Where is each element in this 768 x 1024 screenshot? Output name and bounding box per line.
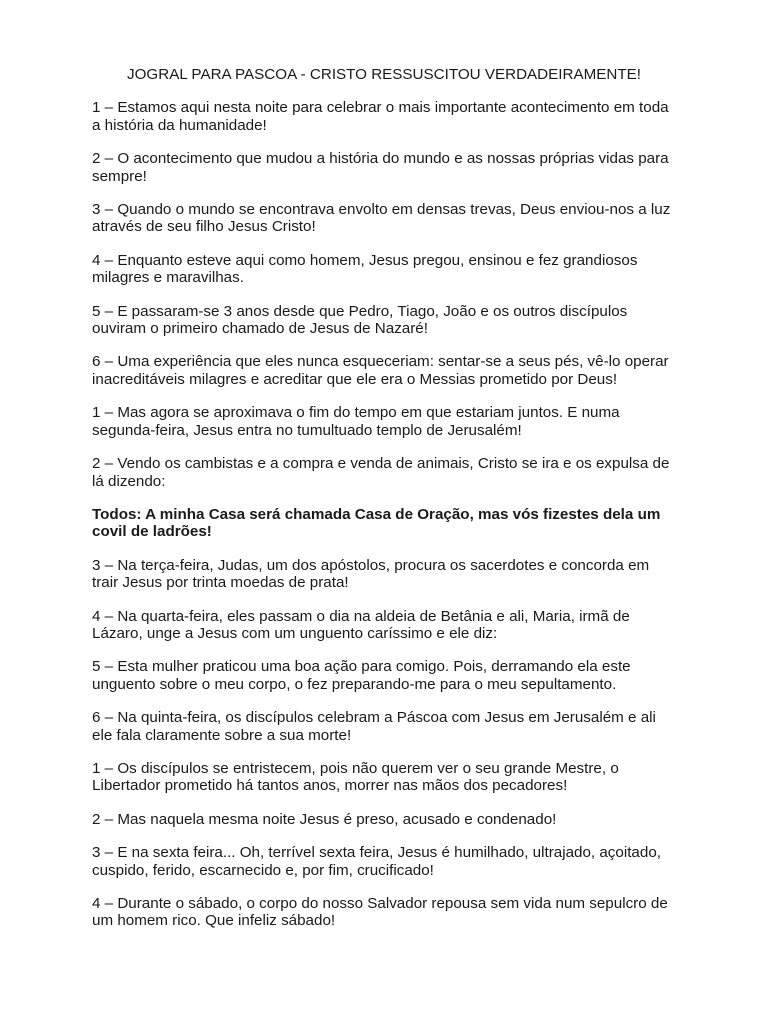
paragraph: 2 – O acontecimento que mudou a história do mundo e as nossas próprias vidas para sempre! [92, 150, 669, 185]
paragraph: 3 – Quando o mundo se encontrava envolto em densas trevas, Deus enviou-nos a luz através de seu filho Jesus Cristo! [92, 201, 671, 236]
paragraph: 2 – Vendo os cambistas e a compra e venda de animais, Cristo se ira e os expulsa de lá dizendo: [92, 455, 670, 490]
paragraph: 1 – Estamos aqui nesta noite para celebrar o mais importante acontecimento em toda a história da humanidade! [92, 99, 669, 134]
paragraph: 1 – Os discípulos se entristecem, pois não querem ver o seu grande Mestre, o Libertador prometido há tantos anos, morrer nas mãos dos pecadores! [92, 759, 619, 795]
paragraph: 6 – Na quinta-feira, os discípulos celebram a Páscoa com Jesus em Jerusalém e ali ele fala claramente sobre a sua morte! [92, 709, 656, 744]
paragraph: 4 – Durante o sábado, o corpo do nosso Salvador repousa sem vida num sepulcro de um homem rico. Que infeliz sábado! [92, 895, 668, 930]
paragraph: 3 – E na sexta feira... Oh, terrível sexta feira, Jesus é humilhado, ultrajado, açoitado, cuspido, ferido, escarnecido e, por fim, crucificado! [92, 844, 661, 879]
paragraph: 1 – Mas agora se aproximava o fim do tempo em que estariam juntos. E numa segunda-feira, Jesus entra no tumultuado templo de Jerusalém! [92, 404, 620, 439]
paragraph: 5 – E passaram-se 3 anos desde que Pedro, Tiago, João e os outros discípulos ouviram o primeiro chamado de Jesus de Nazaré! [92, 302, 628, 338]
paragraph: 4 – Enquanto esteve aqui como homem, Jesus pregou, ensinou e fez grandiosos milagres e maravilhas. [92, 251, 638, 287]
paragraph: 4 – Na quarta-feira, eles passam o dia na aldeia de Betânia e ali, Maria, irmã de Lázaro, unge a Jesus com um unguento caríssimo e ele diz: [92, 607, 630, 642]
paragraph: 5 – Esta mulher praticou uma boa ação para comigo. Pois, derramando ela este unguento sobre o meu corpo, o fez preparando-me para o meu sepultamento. [92, 658, 631, 693]
paragraph: 2 – Mas naquela mesma noite Jesus é preso, acusado e condenado! [92, 810, 557, 828]
paragraph: 6 – Uma experiência que eles nunca esqueceriam: sentar-se a seus pés, vê-lo operar inacreditáveis milagres e acreditar que ele era o Messias prometido por Deus! [92, 353, 669, 388]
chorus-paragraph: Todos: A minha Casa será chamada Casa de Oração, mas vós fizestes dela um covil de ladrões! [92, 505, 661, 541]
document-title: JOGRAL PARA PASCOA - CRISTO RESSUSCITOU VERDADEIRAMENTE! [127, 66, 641, 83]
paragraph: 3 – Na terça-feira, Judas, um dos apóstolos, procura os sacerdotes e concorda em trair Jesus por trinta moedas de prata! [92, 556, 650, 592]
